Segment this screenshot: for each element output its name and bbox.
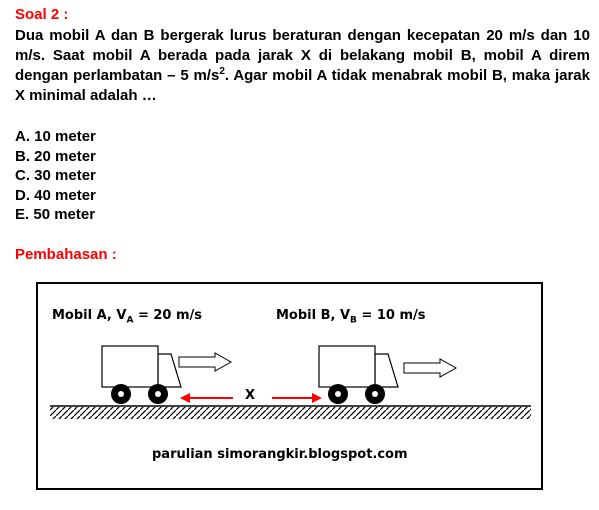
option-text: 50 meter bbox=[33, 206, 96, 224]
option-letter: B. bbox=[15, 147, 30, 165]
option-text: 20 meter bbox=[34, 147, 96, 165]
option-letter: E. bbox=[15, 206, 30, 224]
car-b-label-suffix: = 10 m/s bbox=[356, 308, 426, 323]
option-letter: A. bbox=[15, 128, 30, 145]
car-b-body bbox=[319, 346, 375, 387]
gap-arrow-left bbox=[180, 393, 233, 403]
car-b-label-subscript: B bbox=[350, 315, 357, 326]
option-b bbox=[15, 147, 96, 167]
question-body: Dua mobil A dan B bergerak lurus beraturan dengan kecepatan 20 m/s dan 10 m/s. Saat mobil A berada pada jarak X di belakang mobil B, mobil A direm dengan perlambatan – 5 m/s bbox=[15, 27, 590, 84]
question-text bbox=[15, 26, 590, 106]
solution-figure bbox=[36, 282, 543, 490]
car-a-label-prefix: Mobil A, V bbox=[52, 308, 127, 323]
car-a-label-suffix: = 20 m/s bbox=[133, 308, 203, 323]
option-letter: C. bbox=[15, 167, 30, 185]
car-b-rear-wheel bbox=[328, 384, 348, 404]
car-a-cab bbox=[158, 354, 181, 387]
car-a-label bbox=[52, 308, 202, 326]
car-a bbox=[102, 346, 231, 404]
car-b-cab bbox=[375, 354, 398, 387]
gap-label: X bbox=[245, 388, 256, 403]
problem-title: Soal 2 : bbox=[15, 6, 69, 23]
option-text: 40 meter bbox=[34, 186, 96, 204]
road-surface bbox=[50, 406, 531, 419]
car-b bbox=[319, 346, 456, 404]
option-d bbox=[15, 186, 96, 206]
car-b-label bbox=[276, 308, 426, 326]
option-letter: D. bbox=[15, 186, 30, 204]
gap-arrow-right bbox=[272, 393, 322, 403]
car-a-velocity-arrow bbox=[179, 353, 231, 371]
option-e bbox=[15, 205, 96, 225]
option-c bbox=[15, 166, 96, 186]
car-a-rear-wheel bbox=[111, 384, 131, 404]
car-b-velocity-arrow bbox=[404, 359, 456, 377]
option-a bbox=[15, 127, 96, 147]
car-b-label-prefix: Mobil B, V bbox=[276, 308, 351, 323]
car-a-front-wheel bbox=[148, 384, 168, 404]
car-a-body bbox=[102, 346, 158, 387]
option-text: 30 meter bbox=[34, 167, 96, 185]
question-exponent: 2 bbox=[219, 66, 225, 77]
car-b-front-wheel bbox=[365, 384, 385, 404]
question-tail: . Agar mobil A tidak menabrak mobil B, maka jarak X minimal adalah … bbox=[15, 67, 590, 104]
credit-text: parulian simorangkir.blogspot.com bbox=[152, 447, 408, 462]
car-a-label-subscript: A bbox=[126, 315, 134, 326]
answer-options bbox=[15, 127, 96, 225]
solution-heading: Pembahasan : bbox=[15, 246, 117, 263]
option-text: 10 meter bbox=[34, 128, 96, 145]
